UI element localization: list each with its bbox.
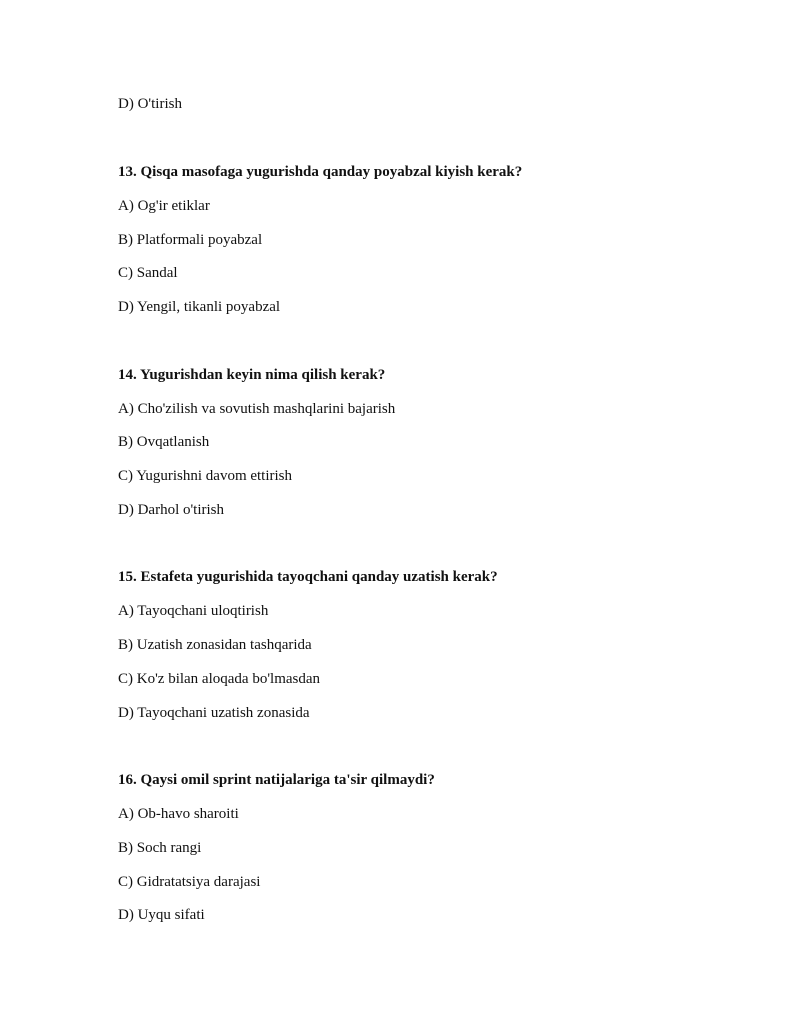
question-15-option-c: C) Ko'z bilan aloqada bo'lmasdan <box>118 671 321 687</box>
question-14-option-b: B) Ovqatlanish <box>118 434 210 450</box>
question-16: 16. Qaysi omil sprint natijalariga ta'sir qilmaydi? <box>118 772 435 788</box>
question-14: 14. Yugurishdan keyin nima qilish kerak? <box>118 367 386 383</box>
question-13-option-b: B) Platformali poyabzal <box>118 232 263 248</box>
question-16-option-c: C) Gidratatsiya darajasi <box>118 874 261 890</box>
question-14-option-d: D) Darhol o'tirish <box>118 502 225 518</box>
question-15-option-d: D) Tayoqchani uzatish zonasida <box>118 705 310 721</box>
question-14-option-c: C) Yugurishni davom ettirish <box>118 468 293 484</box>
question-13-option-a: A) Og'ir etiklar <box>118 198 210 214</box>
question-15-option-a: A) Tayoqchani uloqtirish <box>118 603 269 619</box>
option-d-previous: D) O'tirish <box>118 96 182 112</box>
question-16-option-a: A) Ob-havo sharoiti <box>118 806 239 822</box>
question-15: 15. Estafeta yugurishida tayoqchani qanday uzatish kerak? <box>118 569 498 585</box>
question-13-option-d: D) Yengil, tikanli poyabzal <box>118 299 281 315</box>
question-15-option-b: B) Uzatish zonasidan tashqarida <box>118 637 312 653</box>
question-16-option-b: B) Soch rangi <box>118 840 202 856</box>
question-13: 13. Qisqa masofaga yugurishda qanday poyabzal kiyish kerak? <box>118 164 523 180</box>
question-16-option-d: D) Uyqu sifati <box>118 907 205 923</box>
question-13-option-c: C) Sandal <box>118 265 178 281</box>
question-14-option-a: A) Cho'zilish va sovutish mashqlarini bajarish <box>118 401 396 417</box>
